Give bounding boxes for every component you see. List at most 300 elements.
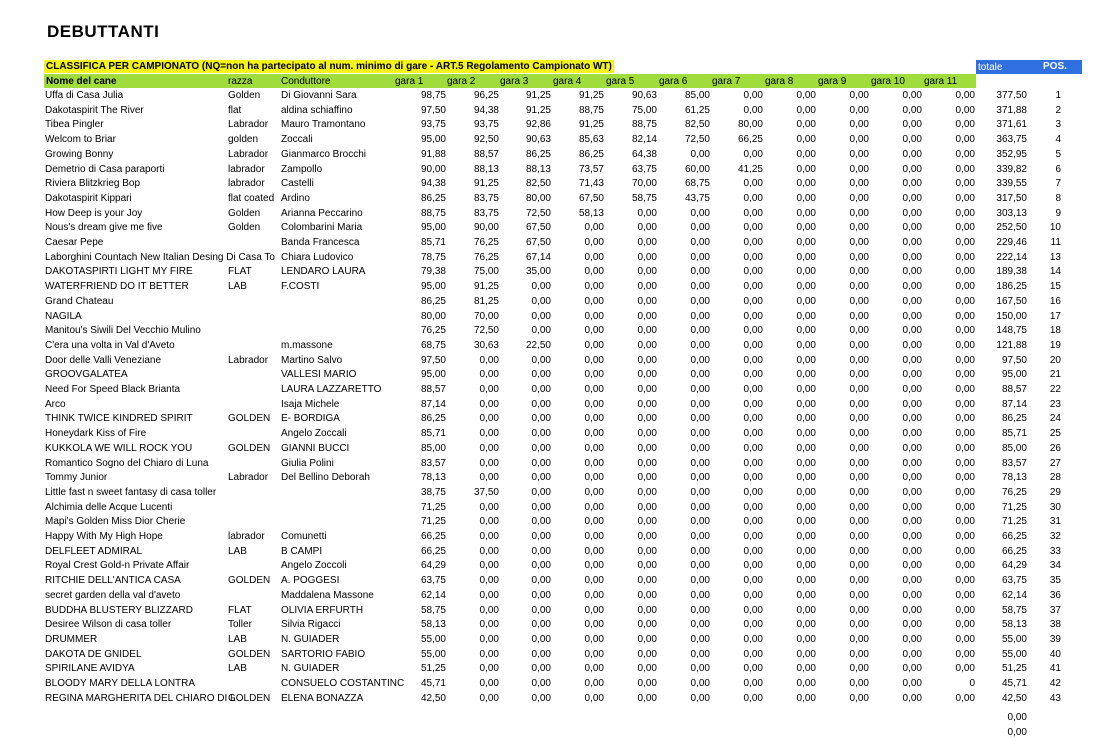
total-score: 51,25 [1001, 663, 1027, 675]
breed: LAB [228, 281, 247, 293]
total-score: 371,88 [996, 104, 1027, 116]
score-gara-6: 0,00 [690, 531, 710, 542]
score-gara-3: 0,00 [531, 310, 551, 322]
score-gara-8: 0,00 [796, 237, 816, 248]
score-gara-6: 43,75 [684, 192, 710, 204]
score-gara-4: 0,00 [584, 251, 604, 263]
score-gara-2: 83,75 [473, 192, 499, 204]
score-gara-5: 58,75 [631, 192, 657, 204]
dog-name: Caesar Pepe [45, 237, 104, 248]
total-score: 252,50 [996, 222, 1027, 234]
breed: GOLDEN [228, 692, 271, 704]
score-gara-4: 0,00 [584, 472, 604, 484]
position: 33 [1049, 545, 1061, 557]
score-gara-5: 0,00 [637, 413, 657, 425]
total-score: 363,75 [996, 134, 1027, 146]
score-gara-8: 0,00 [796, 295, 816, 307]
total-score: 189,38 [996, 266, 1027, 278]
score-gara-1: 55,00 [420, 648, 446, 660]
total-score: 85,00 [1001, 442, 1027, 454]
score-gara-11: 0,00 [955, 104, 975, 116]
dog-name: Tommy Junior [45, 472, 108, 484]
header-gara-7: gara 7 [712, 76, 741, 87]
score-gara-7: 0,00 [743, 413, 763, 425]
score-gara-1: 97,50 [420, 354, 446, 366]
score-gara-10: 0,00 [902, 692, 922, 704]
dog-name: Dakotaspirit The River [45, 104, 144, 116]
dog-name: DELFLEET ADMIRAL [45, 545, 143, 557]
score-gara-5: 0,00 [637, 486, 657, 498]
score-gara-2: 0,00 [479, 648, 499, 660]
score-gara-9: 0,00 [849, 560, 869, 572]
score-gara-4: 67,50 [578, 192, 604, 204]
score-gara-8: 0,00 [796, 369, 816, 381]
score-gara-11: 0,00 [955, 192, 975, 204]
score-gara-7: 0,00 [743, 266, 763, 278]
table-row [0, 133, 1100, 148]
score-gara-8: 0,00 [796, 339, 816, 351]
score-gara-10: 0,00 [902, 134, 922, 146]
breed: flat coated [228, 192, 275, 204]
score-gara-6: 0,00 [690, 619, 710, 631]
score-gara-10: 0,00 [902, 575, 922, 587]
score-gara-2: 0,00 [479, 413, 499, 425]
breed: Labrador [228, 148, 269, 160]
score-gara-2: 70,00 [473, 310, 499, 322]
score-gara-1: 71,25 [420, 516, 446, 528]
dog-name: GROOVGALATEA [45, 369, 128, 381]
score-gara-10: 0,00 [902, 604, 922, 616]
total-score: 58,13 [1001, 619, 1027, 631]
score-gara-10: 0,00 [902, 148, 922, 160]
header-gara-3: gara 3 [500, 76, 529, 87]
score-gara-4: 0,00 [584, 428, 604, 440]
dog-name: Desiree Wilson di casa toller [45, 619, 172, 631]
score-gara-4: 0,00 [584, 619, 604, 631]
score-gara-10: 0,00 [902, 163, 922, 175]
score-gara-8: 0,00 [796, 281, 816, 293]
score-gara-2: 0,00 [479, 545, 499, 557]
position: 9 [1055, 207, 1061, 219]
score-gara-6: 0,00 [690, 207, 710, 219]
score-gara-4: 0,00 [584, 266, 604, 278]
score-gara-10: 0,00 [902, 648, 922, 660]
position: 22 [1049, 384, 1061, 395]
table-row [0, 545, 1100, 560]
score-gara-5: 0,00 [637, 575, 657, 587]
breed: labrador [228, 163, 265, 175]
pos-header-label: POS. [1043, 61, 1067, 72]
score-gara-2: 0,00 [479, 384, 499, 395]
dog-name: Mapi's Golden Miss Dior Cherie [45, 516, 186, 528]
score-gara-5: 0,00 [637, 222, 657, 234]
position: 34 [1049, 560, 1061, 572]
score-gara-5: 0,00 [637, 648, 657, 660]
score-gara-6: 0,00 [690, 633, 710, 645]
score-gara-1: 83,57 [420, 457, 446, 469]
score-gara-4: 0,00 [584, 310, 604, 322]
score-gara-10: 0,00 [902, 354, 922, 366]
score-gara-5: 0,00 [637, 251, 657, 263]
score-gara-11: 0,00 [955, 222, 975, 234]
score-gara-9: 0,00 [849, 369, 869, 381]
score-gara-11: 0,00 [955, 545, 975, 557]
score-gara-6: 0,00 [690, 325, 710, 337]
dog-name: Happy With My High Hope [45, 531, 163, 542]
score-gara-2: 0,00 [479, 354, 499, 366]
score-gara-6: 0,00 [690, 678, 710, 689]
score-gara-3: 86,25 [525, 148, 551, 160]
score-gara-8: 0,00 [796, 457, 816, 469]
breed: golden [228, 134, 259, 146]
score-gara-10: 0,00 [902, 339, 922, 351]
score-gara-6: 0,00 [690, 281, 710, 293]
score-gara-10: 0,00 [902, 472, 922, 484]
score-gara-8: 0,00 [796, 178, 816, 190]
dog-name: Royal Crest Gold-n Private Affair [45, 560, 190, 572]
score-gara-6: 0,00 [690, 501, 710, 513]
score-gara-3: 0,00 [531, 501, 551, 513]
score-gara-10: 0,00 [902, 222, 922, 234]
score-gara-7: 0,00 [743, 354, 763, 366]
score-gara-10: 0,00 [902, 90, 922, 101]
score-gara-5: 0,00 [637, 633, 657, 645]
score-gara-2: 90,00 [473, 222, 499, 234]
dog-name: Laborghini Countach New Italian Desing Di Casa To [45, 251, 275, 263]
score-gara-6: 0,00 [690, 575, 710, 587]
breed: Golden [228, 90, 261, 101]
score-gara-5: 90,63 [631, 90, 657, 101]
score-gara-6: 0,00 [690, 663, 710, 675]
score-gara-11: 0,00 [955, 516, 975, 528]
score-gara-9: 0,00 [849, 339, 869, 351]
score-gara-6: 61,25 [684, 104, 710, 116]
total-score: 83,57 [1001, 457, 1027, 469]
score-gara-11: 0 [969, 678, 975, 689]
score-gara-9: 0,00 [849, 516, 869, 528]
score-gara-10: 0,00 [902, 663, 922, 675]
score-gara-3: 0,00 [531, 516, 551, 528]
score-gara-3: 0,00 [531, 663, 551, 675]
handler: Angelo Zoccoli [281, 560, 347, 572]
score-gara-9: 0,00 [849, 472, 869, 484]
table-row [0, 442, 1100, 457]
score-gara-2: 0,00 [479, 428, 499, 440]
score-gara-8: 0,00 [796, 398, 816, 410]
score-gara-5: 0,00 [637, 398, 657, 410]
score-gara-8: 0,00 [796, 251, 816, 263]
score-gara-2: 0,00 [479, 692, 499, 704]
score-gara-1: 85,71 [420, 428, 446, 440]
score-gara-3: 0,00 [531, 678, 551, 689]
score-gara-3: 0,00 [531, 692, 551, 704]
score-gara-8: 0,00 [796, 266, 816, 278]
score-gara-3: 91,25 [525, 90, 551, 101]
dog-name: Nous's dream give me five [45, 222, 163, 234]
handler: VALLESI MARIO [281, 369, 357, 381]
score-gara-5: 0,00 [637, 428, 657, 440]
score-gara-1: 38,75 [420, 486, 446, 498]
score-gara-7: 0,00 [743, 398, 763, 410]
score-gara-2: 0,00 [479, 369, 499, 381]
table-row [0, 574, 1100, 589]
score-gara-8: 0,00 [796, 560, 816, 572]
score-gara-11: 0,00 [955, 442, 975, 454]
score-gara-7: 0,00 [743, 545, 763, 557]
score-gara-11: 0,00 [955, 310, 975, 322]
position: 7 [1055, 178, 1061, 190]
score-gara-7: 0,00 [743, 531, 763, 542]
classification-banner [44, 60, 976, 73]
score-gara-5: 64,38 [631, 148, 657, 160]
score-gara-4: 0,00 [584, 354, 604, 366]
position: 41 [1049, 663, 1061, 675]
total-score: 97,50 [1001, 354, 1027, 366]
totals-header [976, 60, 1082, 74]
score-gara-8: 0,00 [796, 119, 816, 131]
score-gara-2: 0,00 [479, 472, 499, 484]
score-gara-9: 0,00 [849, 428, 869, 440]
dog-name: Demetrio di Casa paraporti [45, 163, 165, 175]
table-row [0, 118, 1100, 133]
handler: GIANNI BUCCI [281, 442, 350, 454]
handler: ELENA BONAZZA [281, 692, 364, 704]
score-gara-5: 75,00 [631, 104, 657, 116]
score-gara-5: 82,14 [631, 134, 657, 146]
score-gara-7: 0,00 [743, 442, 763, 454]
table-row [0, 589, 1100, 604]
score-gara-11: 0,00 [955, 237, 975, 248]
score-gara-6: 0,00 [690, 398, 710, 410]
score-gara-7: 0,00 [743, 90, 763, 101]
score-gara-6: 72,50 [684, 134, 710, 146]
score-gara-5: 0,00 [637, 325, 657, 337]
total-score: 76,25 [1001, 486, 1027, 498]
score-gara-5: 70,00 [631, 178, 657, 190]
score-gara-2: 30,63 [473, 339, 499, 351]
table-row [0, 192, 1100, 207]
table-row [0, 515, 1100, 530]
score-gara-4: 86,25 [578, 148, 604, 160]
score-gara-5: 88,75 [631, 119, 657, 131]
score-gara-10: 0,00 [902, 310, 922, 322]
score-gara-7: 0,00 [743, 281, 763, 293]
score-gara-4: 0,00 [584, 545, 604, 557]
dog-name: Romantico Sogno del Chiaro di Luna [45, 457, 209, 469]
score-gara-2: 94,38 [473, 104, 499, 116]
table-row [0, 530, 1100, 545]
score-gara-10: 0,00 [902, 398, 922, 410]
score-gara-1: 85,00 [420, 442, 446, 454]
total-score: 55,00 [1001, 648, 1027, 660]
score-gara-11: 0,00 [955, 295, 975, 307]
score-gara-2: 0,00 [479, 589, 499, 601]
dog-name: Door delle Valli Veneziane [45, 354, 162, 366]
score-gara-3: 0,00 [531, 633, 551, 645]
score-gara-8: 0,00 [796, 648, 816, 660]
score-gara-4: 0,00 [584, 398, 604, 410]
score-gara-9: 0,00 [849, 678, 869, 689]
score-gara-2: 0,00 [479, 457, 499, 469]
score-gara-11: 0,00 [955, 589, 975, 601]
header-conduttore: Conduttore [281, 76, 331, 87]
handler: F.COSTI [281, 281, 320, 293]
position: 11 [1050, 237, 1061, 248]
score-gara-6: 0,00 [690, 354, 710, 366]
score-gara-7: 0,00 [743, 237, 763, 248]
handler: Silvia Rigacci [281, 619, 341, 631]
handler: Chiara Ludovico [281, 251, 354, 263]
score-gara-9: 0,00 [849, 457, 869, 469]
score-gara-8: 0,00 [796, 589, 816, 601]
score-gara-11: 0,00 [955, 119, 975, 131]
position: 36 [1049, 589, 1061, 601]
dog-name: THINK TWICE KINDRED SPIRIT [45, 413, 193, 425]
score-gara-9: 0,00 [849, 589, 869, 601]
score-gara-4: 0,00 [584, 413, 604, 425]
totale-header-label: totale [978, 62, 1003, 73]
score-gara-3: 0,00 [531, 325, 551, 337]
score-gara-3: 0,00 [531, 486, 551, 498]
header-gara-4: gara 4 [553, 76, 582, 87]
table-row [0, 339, 1100, 354]
score-gara-3: 0,00 [531, 604, 551, 616]
handler: Gianmarco Brocchi [281, 148, 367, 160]
score-gara-2: 91,25 [473, 281, 499, 293]
handler: LAURA LAZZARETTO [281, 384, 382, 395]
score-gara-2: 96,25 [473, 90, 499, 101]
score-gara-10: 0,00 [902, 442, 922, 454]
score-gara-10: 0,00 [902, 428, 922, 440]
score-gara-3: 0,00 [531, 545, 551, 557]
score-gara-9: 0,00 [849, 237, 869, 248]
score-gara-11: 0,00 [955, 457, 975, 469]
score-gara-6: 0,00 [690, 148, 710, 160]
position: 35 [1049, 575, 1061, 587]
score-gara-5: 0,00 [637, 560, 657, 572]
score-gara-4: 0,00 [584, 222, 604, 234]
score-gara-3: 22,50 [525, 339, 551, 351]
table-row [0, 692, 1100, 707]
score-gara-10: 0,00 [902, 237, 922, 248]
score-gara-3: 0,00 [531, 413, 551, 425]
score-gara-6: 60,00 [684, 163, 710, 175]
score-gara-6: 0,00 [690, 413, 710, 425]
score-gara-2: 0,00 [479, 531, 499, 542]
score-gara-7: 41,25 [737, 163, 763, 175]
score-gara-4: 0,00 [584, 516, 604, 528]
handler: Zoccali [281, 134, 313, 146]
breed: Labrador [228, 119, 269, 131]
score-gara-9: 0,00 [849, 310, 869, 322]
score-gara-1: 62,14 [420, 589, 446, 601]
handler: Colombarini Maria [281, 222, 363, 234]
handler: Ardino [281, 192, 310, 204]
score-gara-7: 0,00 [743, 178, 763, 190]
extra-total: 0,00 [1007, 712, 1027, 723]
score-gara-8: 0,00 [796, 354, 816, 366]
score-gara-10: 0,00 [902, 295, 922, 307]
dog-name: Honeydark Kiss of Fire [45, 428, 147, 440]
total-score: 71,25 [1001, 501, 1027, 513]
table-row [0, 265, 1100, 280]
position: 24 [1049, 413, 1061, 425]
score-gara-11: 0,00 [955, 251, 975, 263]
position: 17 [1049, 310, 1061, 322]
handler: B CAMPI [281, 545, 323, 557]
table-row [0, 251, 1100, 266]
table-row [0, 383, 1100, 398]
score-gara-10: 0,00 [902, 413, 922, 425]
position: 6 [1055, 163, 1061, 175]
total-score: 303,13 [996, 207, 1027, 219]
position: 15 [1049, 281, 1061, 293]
score-gara-3: 0,00 [531, 354, 551, 366]
score-gara-11: 0,00 [955, 575, 975, 587]
score-gara-9: 0,00 [849, 575, 869, 587]
position: 25 [1049, 428, 1061, 440]
score-gara-5: 0,00 [637, 663, 657, 675]
score-gara-9: 0,00 [849, 545, 869, 557]
table-row [0, 163, 1100, 178]
score-gara-11: 0,00 [955, 148, 975, 160]
dog-name: DAKOTASPIRTI LIGHT MY FIRE [45, 266, 193, 278]
score-gara-8: 0,00 [796, 604, 816, 616]
score-gara-1: 93,75 [420, 119, 446, 131]
score-gara-6: 0,00 [690, 589, 710, 601]
score-gara-5: 0,00 [637, 457, 657, 469]
score-gara-7: 0,00 [743, 369, 763, 381]
total-score: 66,25 [1001, 531, 1027, 542]
score-gara-8: 0,00 [796, 163, 816, 175]
score-gara-8: 0,00 [796, 310, 816, 322]
score-gara-1: 42,50 [420, 692, 446, 704]
breed: labrador [228, 531, 265, 542]
position: 5 [1055, 148, 1061, 160]
score-gara-11: 0,00 [955, 354, 975, 366]
handler: E- BORDIGA [281, 413, 340, 425]
handler: Martino Salvo [281, 354, 343, 366]
score-gara-4: 0,00 [584, 531, 604, 542]
score-gara-7: 0,00 [743, 501, 763, 513]
score-gara-7: 0,00 [743, 339, 763, 351]
position: 27 [1049, 457, 1061, 469]
score-gara-1: 45,71 [420, 678, 446, 689]
score-gara-8: 0,00 [796, 104, 816, 116]
score-gara-7: 0,00 [743, 560, 763, 572]
score-gara-2: 0,00 [479, 663, 499, 675]
score-gara-7: 0,00 [743, 648, 763, 660]
score-gara-6: 0,00 [690, 384, 710, 395]
position: 10 [1049, 222, 1061, 234]
score-gara-3: 0,00 [531, 281, 551, 293]
score-gara-8: 0,00 [796, 472, 816, 484]
table-row [0, 368, 1100, 383]
score-gara-11: 0,00 [955, 501, 975, 513]
header-gara-9: gara 9 [818, 76, 847, 87]
score-gara-1: 94,38 [420, 178, 446, 190]
score-gara-3: 0,00 [531, 398, 551, 410]
score-gara-3: 0,00 [531, 575, 551, 587]
score-gara-8: 0,00 [796, 325, 816, 337]
score-gara-5: 0,00 [637, 692, 657, 704]
score-gara-6: 0,00 [690, 692, 710, 704]
score-gara-11: 0,00 [955, 531, 975, 542]
score-gara-5: 0,00 [637, 501, 657, 513]
dog-name: Arco [45, 398, 66, 410]
total-score: 229,46 [996, 237, 1027, 248]
dog-name: NAGILA [45, 310, 82, 322]
